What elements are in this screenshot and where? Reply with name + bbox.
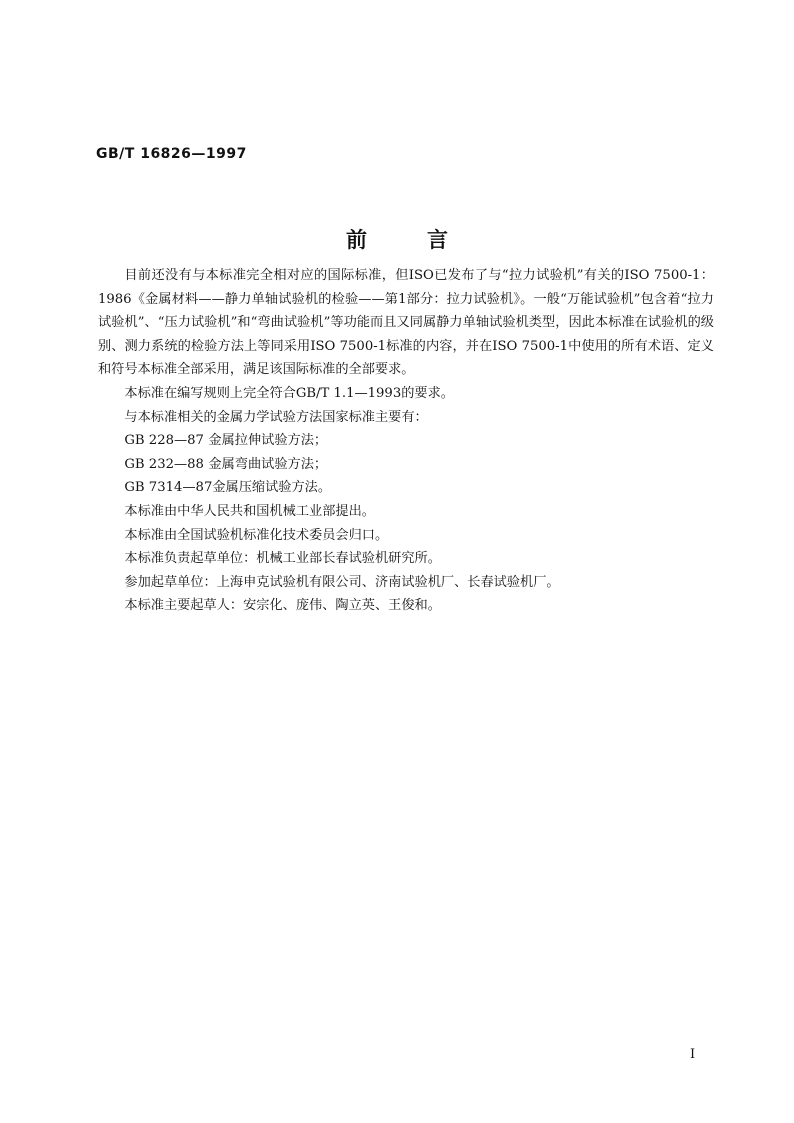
standard-number: GB 232—88 bbox=[124, 456, 204, 472]
related-standard-item bbox=[98, 476, 714, 500]
statement-proposer: 本标准由中华人民共和国机械工业部提出。 bbox=[124, 503, 375, 519]
standard-title: 金属弯曲试验方法； bbox=[208, 456, 328, 472]
standard-number: GB 7314—87 bbox=[124, 480, 213, 496]
standard-title: 金属拉伸试验方法； bbox=[208, 433, 328, 449]
statement-committee: 本标准由全国试验机标准化技术委员会归口。 bbox=[124, 527, 389, 543]
paragraph-related-standards: 与本标准相关的金属力学试验方法国家标准主要有： bbox=[124, 409, 428, 425]
standard-number: GB 228—87 bbox=[124, 433, 204, 449]
document-code: GB/T 16826—1997 bbox=[96, 146, 247, 162]
related-standard-item bbox=[98, 429, 714, 453]
page-number: I bbox=[690, 1047, 696, 1062]
paragraph-intro: 目前还没有与本标准完全相对应的国际标准，但ISO已发布了与“拉力试验机”有关的ISO 7500-1：1986《金属材料——静力单轴试验机的检验——第1部分：拉力试验机》。一般“万能试验机”包含着“拉力试验机”、“压力试验机”和“弯曲试验机”等功能而且又同属静力单轴试验机类型，因此本标准在试验机的级别、测力系统的检验方法上等同采用ISO 7500-1标准的内容，并在ISO 7500-1中使用的所有术语、定义和符号本标准全部采用，满足该国际标准的全部要求。 bbox=[98, 268, 714, 378]
foreword-body bbox=[98, 264, 714, 618]
standard-title: 金属压缩试验方法。 bbox=[212, 480, 332, 496]
related-standard-item bbox=[98, 453, 714, 477]
statement-drafters: 本标准主要起草人：安宗化、庞伟、陶立英、王俊和。 bbox=[124, 598, 441, 614]
page-title: 前言 bbox=[346, 228, 508, 252]
statement-responsible-unit: 本标准负责起草单位：机械工业部长春试验机研究所。 bbox=[124, 551, 441, 567]
statement-participating-units: 参加起草单位：上海申克试验机有限公司、济南试验机厂、长春试验机厂。 bbox=[124, 574, 560, 590]
paragraph-drafting-rules: 本标准在编写规则上完全符合GB/T 1.1—1993的要求。 bbox=[124, 385, 454, 401]
